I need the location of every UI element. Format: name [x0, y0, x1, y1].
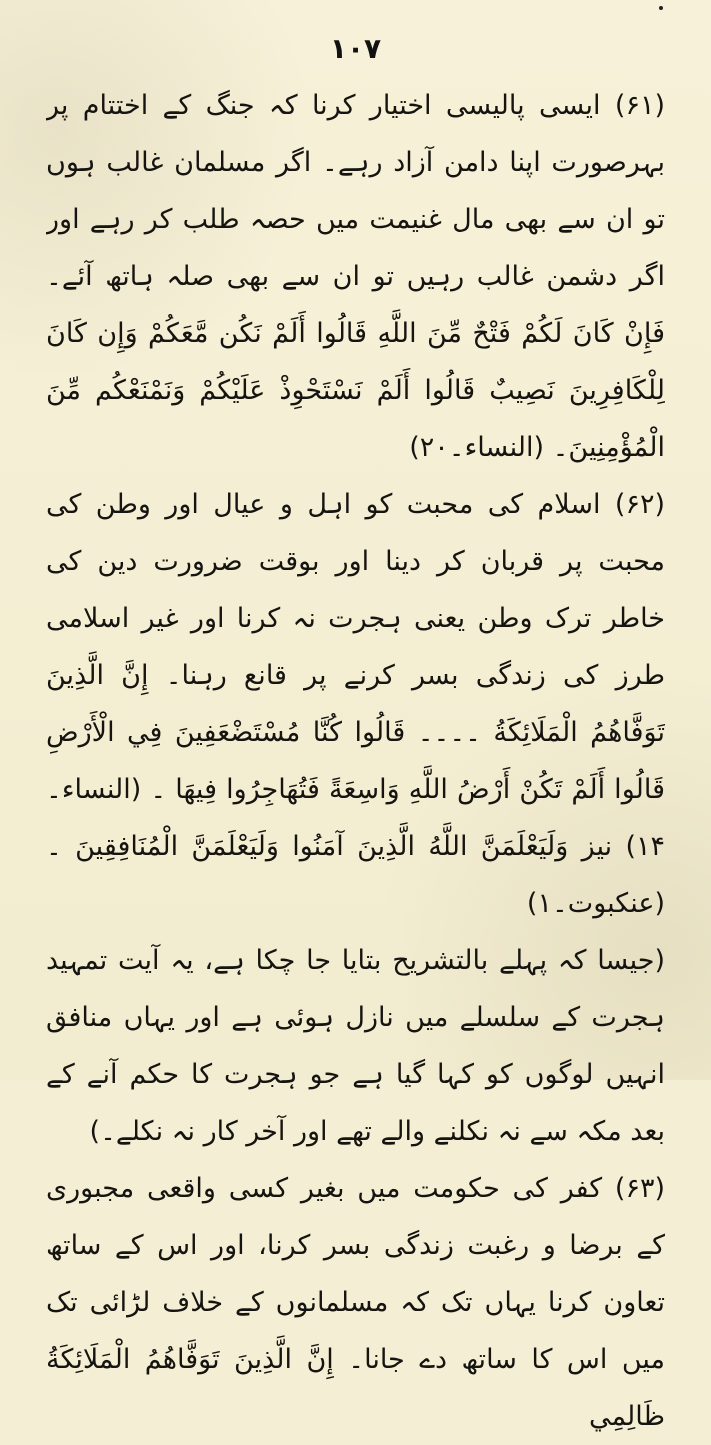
page-number: ۱۰۷ [329, 32, 382, 65]
paragraph-63: (۶۳) کفر کی حکومت میں بغیر کسی واقعی مجبوری کے برضا و رغبت زندگی بسر کرنا، اور اس کے ساتھ تعاون کرنا یہاں تک کہ مسلمانوں کے خلاف لڑائی تک میں اس کا ساتھ دے جانا۔ إِنَّ الَّذِينَ تَوَفَّاهُمُ الْمَلَائِكَةُ ظَالِمِي [46, 1173, 665, 1432]
paragraph-61: (۶۱) ایسی پالیسی اختیار کرنا کہ جنگ کے اختتام پر بہرصورت اپنا دامن آزاد رہے۔ اگر مسلمان غالب ہوں تو ان سے بھی مال غنیمت میں حصہ طلب کر رہے اور اگر دشمن غالب رہیں تو ان سے بھی صلہ ہاتھ آئے۔ فَإِنْ كَانَ لَكُمْ فَتْحٌ مِّنَ اللَّهِ قَالُوا أَلَمْ نَكُن مَّعَكُمْ وَإِن كَانَ لِلْكَافِرِينَ نَصِيبٌ قَالُوا أَلَمْ نَسْتَحْوِذْ عَلَيْكُمْ وَنَمْنَعْكُم مِّنَ الْمُؤْمِنِينَ۔ (النساء۔۲۰) [46, 90, 665, 463]
paragraph-note: (جیسا کہ پہلے بالتشریح بتایا جا چکا ہے، یہ آیت تمہید ہجرت کے سلسلے میں نازل ہوئی ہے اور یہاں منافق انہیں لوگوں کو کہا گیا ہے جو ہجرت کا حکم آنے کے بعد مکہ سے نہ نکلنے والے تھے اور آخر کار نہ نکلے۔) [46, 945, 665, 1147]
ink-dot [659, 6, 663, 10]
paragraph-62: (۶۲) اسلام کی محبت کو اہل و عیال اور وطن کی محبت پر قربان کر دینا اور بوقت ضرورت دین کی خاطر ترک وطن یعنی ہجرت نہ کرنا اور غیر اسلامی طرز کی زندگی بسر کرنے پر قانع رہنا۔ إِنَّ الَّذِينَ تَوَفَّاهُمُ الْمَلَائِكَةُ ۔۔۔۔ قَالُوا كُنَّا مُسْتَضْعَفِينَ فِي الْأَرْضِ قَالُوا أَلَمْ تَكُنْ أَرْضُ اللَّهِ وَاسِعَةً فَتُهَاجِرُوا فِيهَا ۔ (النساء۔۱۴) نیز وَلَيَعْلَمَنَّ اللَّهُ الَّذِينَ آمَنُوا وَلَيَعْلَمَنَّ الْمُنَافِقِينَ ۔ (عنکبوت۔۱) [46, 489, 665, 919]
page-content [46, 77, 665, 1445]
